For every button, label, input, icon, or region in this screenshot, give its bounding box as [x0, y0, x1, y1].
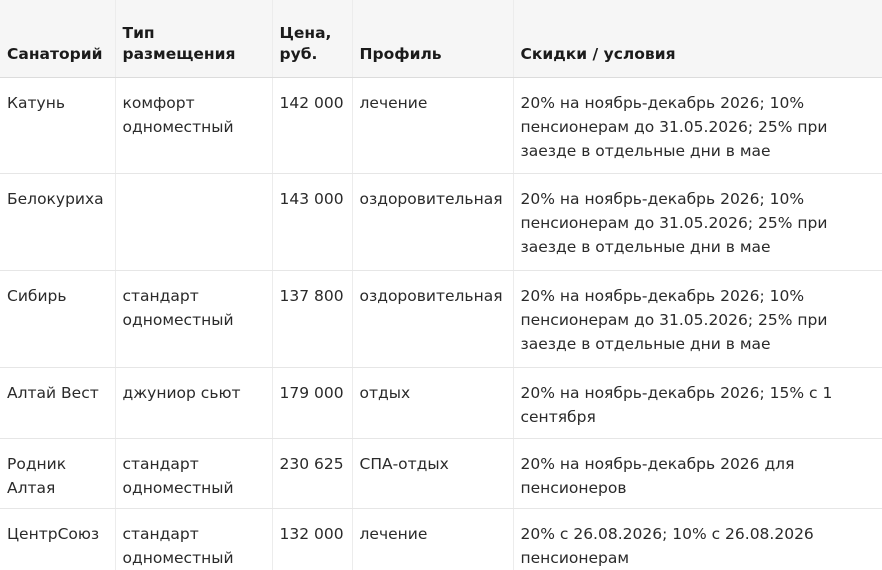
cell-profile: оздоровительная — [352, 270, 513, 367]
cell-discounts: 20% с 26.08.2026; 10% с 26.08.2026 пенсионерам — [513, 508, 882, 570]
cell-sanatorium: Белокуриха — [0, 173, 115, 270]
header-discounts: Скидки / условия — [513, 0, 882, 77]
cell-room-type — [115, 173, 272, 270]
table-row — [0, 508, 882, 570]
cell-price: 143 000 — [272, 173, 352, 270]
cell-room-type: стандарт одноместный — [115, 438, 272, 508]
cell-sanatorium: Родник Алтая — [0, 438, 115, 508]
table-row — [0, 367, 882, 438]
cell-profile: СПА-отдых — [352, 438, 513, 508]
table-row — [0, 438, 882, 508]
cell-room-type: стандарт одноместный — [115, 270, 272, 367]
header-profile: Профиль — [352, 0, 513, 77]
header-room-type: Тип размещения — [115, 0, 272, 77]
cell-profile: лечение — [352, 77, 513, 173]
cell-sanatorium: ЦентрСоюз — [0, 508, 115, 570]
cell-discounts: 20% на ноябрь-декабрь 2026; 10% пенсионерам до 31.05.2026; 25% при заезде в отдельные дни в мае — [513, 77, 882, 173]
cell-discounts: 20% на ноябрь-декабрь 2026; 10% пенсионерам до 31.05.2026; 25% при заезде в отдельные дни в мае — [513, 173, 882, 270]
header-price: Цена, руб. — [272, 0, 352, 77]
cell-price: 179 000 — [272, 367, 352, 438]
cell-room-type: комфорт одноместный — [115, 77, 272, 173]
table-header-row — [0, 0, 882, 77]
table-row — [0, 173, 882, 270]
table-row — [0, 270, 882, 367]
cell-room-type: джуниор сьют — [115, 367, 272, 438]
table-row — [0, 77, 882, 173]
cell-sanatorium: Алтай Вест — [0, 367, 115, 438]
cell-discounts: 20% на ноябрь-декабрь 2026; 10% пенсионерам до 31.05.2026; 25% при заезде в отдельные дни в мае — [513, 270, 882, 367]
cell-price: 142 000 — [272, 77, 352, 173]
header-sanatorium: Санаторий — [0, 0, 115, 77]
cell-discounts: 20% на ноябрь-декабрь 2026; 15% с 1 сентября — [513, 367, 882, 438]
cell-price: 230 625 — [272, 438, 352, 508]
cell-profile: лечение — [352, 508, 513, 570]
cell-profile: отдых — [352, 367, 513, 438]
cell-sanatorium: Сибирь — [0, 270, 115, 367]
cell-profile: оздоровительная — [352, 173, 513, 270]
cell-sanatorium: Катунь — [0, 77, 115, 173]
cell-price: 132 000 — [272, 508, 352, 570]
cell-room-type: стандарт одноместный — [115, 508, 272, 570]
cell-discounts: 20% на ноябрь-декабрь 2026 для пенсионеров — [513, 438, 882, 508]
cell-price: 137 800 — [272, 270, 352, 367]
